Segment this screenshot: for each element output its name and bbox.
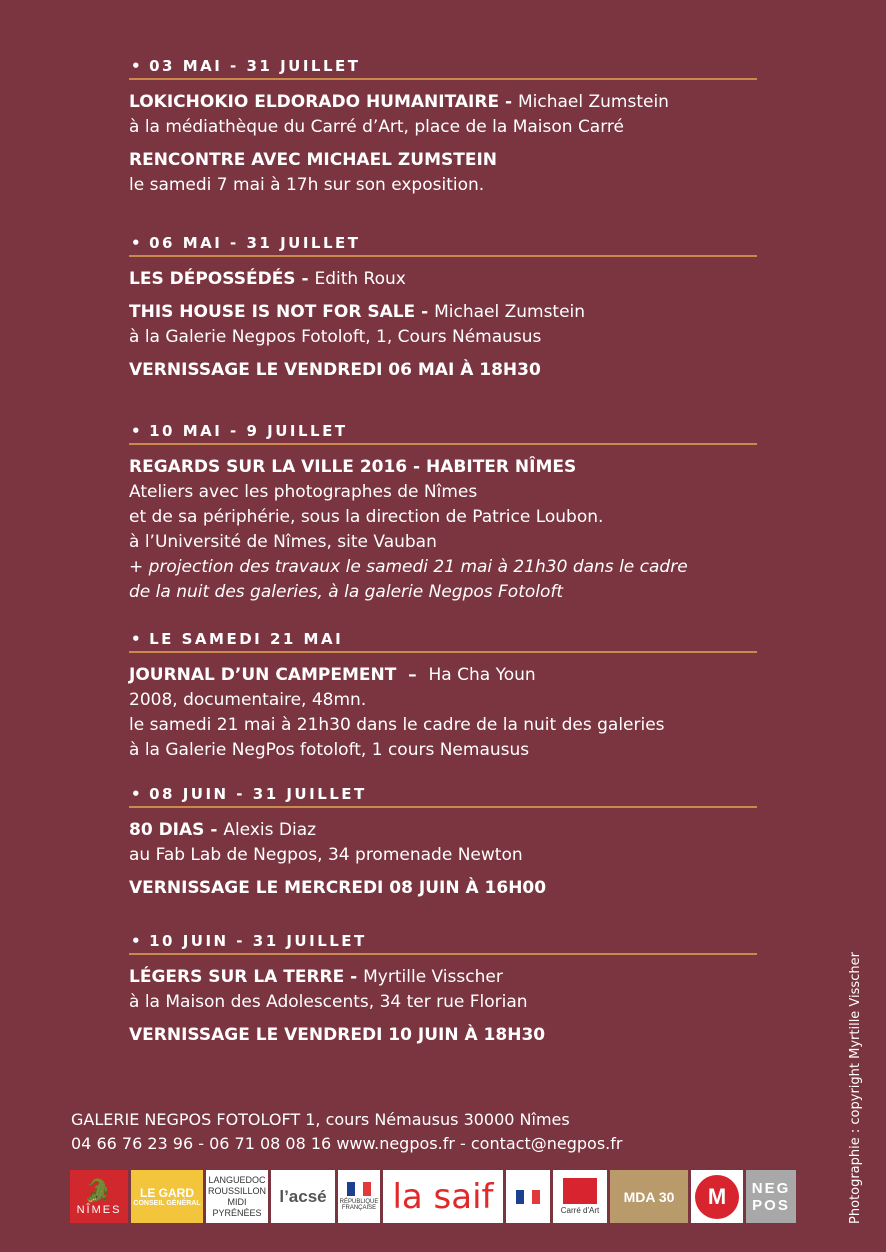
event-title-line [129,90,757,115]
event-detail: à la Galerie NegPos fotoloft, 1 cours Nemausus [129,740,530,760]
event-artist: Alexis Diaz [223,820,317,840]
event-detail: à la Maison des Adolescents, 34 ter rue Florian [129,992,528,1012]
date-text: 08 JUIN - 31 JUILLET [149,785,367,803]
section-date [129,931,757,955]
event-detail: au Fab Lab de Negpos, 34 promenade Newton [129,845,523,865]
flag-icon [516,1190,540,1204]
bullet-icon: • [131,422,144,440]
flag-icon [347,1182,371,1196]
saif-logo: la saif [383,1170,503,1223]
event-note: + projection des travaux le samedi 21 mai à 21h30 dans le cadre [129,557,688,577]
event-title: JOURNAL D’UN CAMPEMENT [129,665,397,685]
section-date [129,233,757,257]
sponsor-logos [70,1170,796,1223]
date-text: 10 JUIN - 31 JUILLET [149,932,367,950]
event-artist: Edith Roux [314,269,406,289]
event-title: THIS HOUSE IS NOT FOR SALE [129,302,416,322]
event-artist: Michael Zumstein [434,302,586,322]
date-text: 10 MAI - 9 JUILLET [149,422,348,440]
section-date [129,784,757,808]
prefet-logo [506,1170,550,1223]
event-highlight: VERNISSAGE LE MERCREDI 08 JUIN À 16H00 [129,878,547,898]
event-artist: Michael Zumstein [517,92,669,112]
program-section [129,784,757,901]
event-title-line [129,818,757,843]
gallery-contact [71,1108,622,1156]
date-text: LE SAMEDI 21 MAI [149,630,344,648]
event-title: 80 DIAS [129,820,205,840]
program-section [129,56,757,198]
event-title-line [129,300,757,325]
carre-dart-logo: Carré d'Art [553,1170,607,1223]
event-title-line [129,267,757,292]
bullet-icon: • [131,785,144,803]
red-square-icon [563,1178,597,1204]
event-artist: Myrtille Visscher [363,967,503,987]
event-highlight: VERNISSAGE LE VENDREDI 10 JUIN À 18H30 [129,1025,546,1045]
program-section [129,931,757,1048]
photo-credit: Photographie : copyright Myrtille Visscher [848,952,863,1224]
section-date [129,629,757,653]
event-title: LOKICHOKIO ELDORADO HUMANITAIRE [129,92,500,112]
event-title: LÉGERS SUR LA TERRE [129,967,345,987]
title-separator: - [344,967,364,987]
event-detail: à la Galerie Negpos Fotoloft, 1, Cours Némausus [129,327,542,347]
negpos-logo: NEG POS [746,1170,796,1223]
republique-francaise-logo: RÉPUBLIQUE FRANÇAISE [338,1170,380,1223]
date-text: 03 MAI - 31 JUILLET [149,57,361,75]
event-detail: et de sa périphérie, sous la direction de Patrice Loubon. [129,507,604,527]
event-detail: Ateliers avec les photographes de Nîmes [129,482,478,502]
bullet-icon: • [131,234,144,252]
title-separator: - [499,92,518,112]
bullet-icon: • [131,932,144,950]
event-note: de la nuit des galeries, à la galerie Negpos Fotoloft [129,582,564,602]
title-separator: - [415,302,435,322]
mda-logo: MDA 30 [610,1170,688,1223]
section-date [129,56,757,80]
acse-logo: l’acsé [271,1170,335,1223]
event-artist: Ha Cha Youn [428,665,536,685]
gallery-phone-web: 04 66 76 23 96 - 06 71 08 08 16 www.negpos.fr - contact@negpos.fr [71,1134,623,1153]
program-section [129,421,757,605]
event-title-line [129,965,757,990]
program-section [129,233,757,383]
bullet-icon: • [131,57,144,75]
event-detail: à l’Université de Nîmes, site Vauban [129,532,437,552]
event-highlight: REGARDS SUR LA VILLE 2016 - HABITER NÎMES [129,457,577,477]
event-highlight: RENCONTRE AVEC MICHAEL ZUMSTEIN [129,150,497,170]
event-detail: le samedi 7 mai à 17h sur son exposition. [129,175,485,195]
event-detail: le samedi 21 mai à 21h30 dans le cadre de la nuit des galeries [129,715,665,735]
program-section [129,629,757,763]
bullet-icon: • [131,630,144,648]
event-title: LES DÉPOSSÉDÉS [129,269,296,289]
title-separator: – [396,665,429,685]
gallery-address: GALERIE NEGPOS FOTOLOFT 1, cours Némausus 30000 Nîmes [71,1110,570,1129]
event-highlight: VERNISSAGE LE VENDREDI 06 MAI À 18H30 [129,360,541,380]
date-text: 06 MAI - 31 JUILLET [149,234,361,252]
section-date [129,421,757,445]
event-detail: 2008, documentaire, 48mn. [129,690,367,710]
nimes-logo: 🐊 NÎMES [70,1170,128,1223]
gard-logo: LE GARD CONSEIL GÉNÉRAL [131,1170,203,1223]
title-separator: - [295,269,315,289]
crocodile-icon: 🐊 [84,1177,114,1203]
event-title-line [129,663,757,688]
title-separator: - [204,820,224,840]
event-detail: à la médiathèque du Carré d’Art, place de la Maison Carré [129,117,624,137]
m-logo: M [691,1170,743,1223]
region-logo: LANGUEDOC ROUSSILLON MIDI PYRÉNÉES [206,1170,268,1223]
